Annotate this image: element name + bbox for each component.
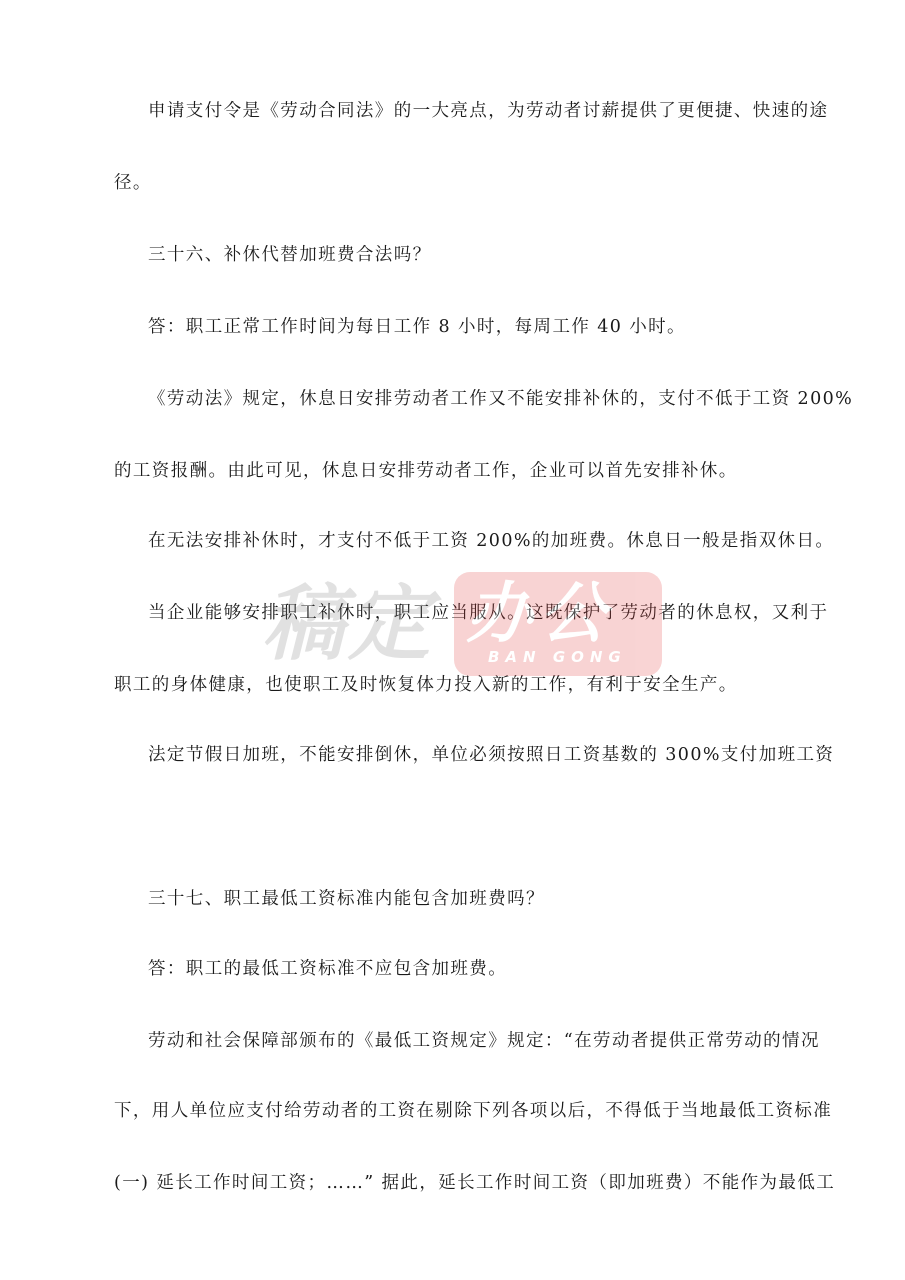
paragraph-line: 职工的身体健康，也使职工及时恢复体力投入新的工作，有利于安全生产。: [114, 675, 738, 695]
watermark-red-box: [454, 572, 662, 676]
section-heading: 三十六、补休代替加班费合法吗？: [148, 245, 432, 265]
paragraph-line: 法定节假日加班，不能安排倒休，单位必须按照日工资基数的 300%支付加班工资: [148, 745, 835, 765]
paragraph-line: 下，用人单位应支付给劳动者的工资在剔除下列各项以后，不得低于当地最低工资标准: [114, 1101, 833, 1121]
paragraph-line: 答：职工的最低工资标准不应包含加班费。: [148, 959, 508, 979]
watermark-logo: [262, 572, 662, 682]
paragraph-line: 劳动和社会保障部颁布的《最低工资规定》规定：“在劳动者提供正常劳动的情况: [148, 1031, 820, 1051]
paragraph-line: (一) 延长工作时间工资；……” 据此，延长工作时间工资（即加班费）不能作为最低工: [114, 1173, 836, 1193]
watermark-gray-text: 稿定: [262, 577, 434, 672]
paragraph-line: 当企业能够安排职工补休时，职工应当服从。这既保护了劳动者的休息权，又利于: [148, 603, 829, 623]
paragraph-line: 径。: [114, 173, 152, 193]
watermark-red-subtext: BAN GONG: [488, 648, 627, 666]
paragraph-line: 申请支付令是《劳动合同法》的一大亮点，为劳动者讨薪提供了更便捷、快速的途: [148, 101, 829, 121]
paragraph-line: 《劳动法》规定，休息日安排劳动者工作又不能安排补休的，支付不低于工资 200%: [148, 389, 854, 409]
paragraph-line: 在无法安排补休时，才支付不低于工资 200%的加班费。休息日一般是指双休日。: [148, 531, 835, 551]
paragraph-line: 的工资报酬。由此可见，休息日安排劳动者工作，企业可以首先安排补休。: [114, 461, 738, 481]
section-heading: 三十七、职工最低工资标准内能包含加班费吗？: [148, 889, 545, 909]
watermark-red-text: 办公: [466, 575, 614, 652]
paragraph-line: 答：职工正常工作时间为每日工作 8 小时，每周工作 40 小时。: [148, 317, 686, 337]
